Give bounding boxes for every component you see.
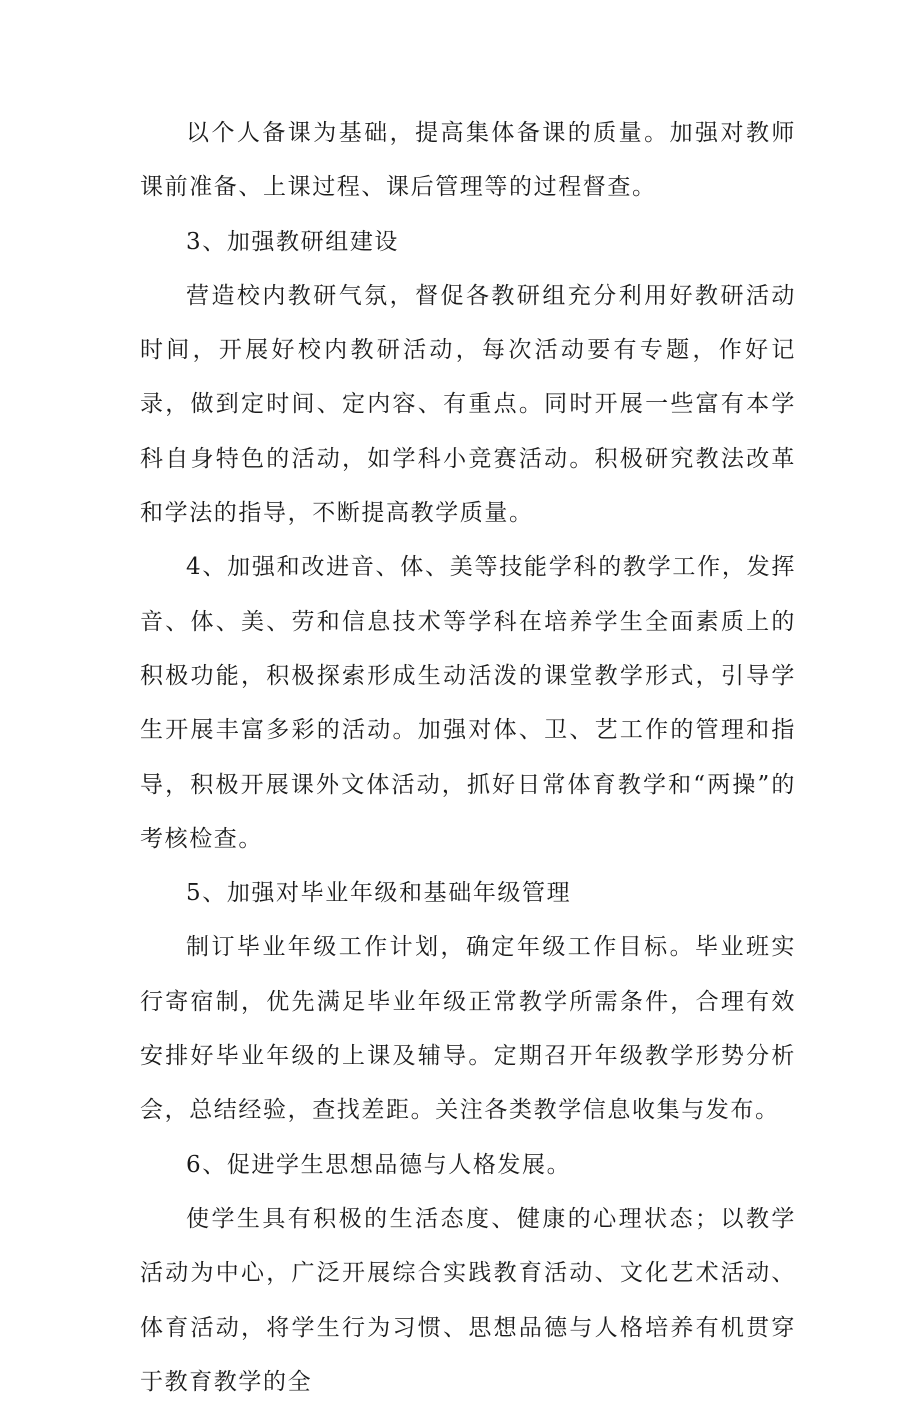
heading-graduating-grade: 5、加强对毕业年级和基础年级管理 bbox=[186, 880, 572, 907]
paragraph-teaching-research: 营造校内教研气氛，督促各教研组充分利用好教研活动时间，开展好校内教研活动，每次活动要有专题，作好记录，做到定时间、定内容、有重点。同时开展一些富有本学科自身特色的活动，如学科小竞赛活动。积极研究教法改革和学法的指导，不断提高教学质量。 bbox=[140, 282, 796, 527]
paragraph-moral-development: 使学生具有积极的生活态度、健康的心理状态；以教学活动为中心，广泛开展综合实践教育活动、文化艺术活动、体育活动，将学生行为习惯、思想品德与人格培养有机贯穿于教育教学的全 bbox=[140, 1205, 796, 1395]
heading-moral-development: 6、促进学生思想品德与人格发展。 bbox=[186, 1151, 572, 1178]
paragraph-lesson-prep: 以个人备课为基础，提高集体备课的质量。加强对教师课前准备、上课过程、课后管理等的过程督查。 bbox=[140, 120, 796, 201]
document-body bbox=[140, 106, 796, 1409]
paragraph-skill-subjects: 4、加强和改进音、体、美等技能学科的教学工作，发挥音、体、美、劳和信息技术等学科在培养学生全面素质上的积极功能，积极探索形成生动活泼的课堂教学形式，引导学生开展丰富多彩的活动。加强对体、卫、艺工作的管理和指导，积极开展课外文体活动，抓好日常体育教学和“两操”的考核检查。 bbox=[140, 554, 796, 852]
heading-teaching-research-group: 3、加强教研组建设 bbox=[186, 228, 400, 255]
paragraph-graduating-grade: 制订毕业年级工作计划，确定年级工作目标。毕业班实行寄宿制，优先满足毕业年级正常教学所需条件，合理有效安排好毕业年级的上课及辅导。定期召开年级教学形势分析会，总结经验，查找差距。关注各类教学信息收集与发布。 bbox=[140, 934, 796, 1124]
